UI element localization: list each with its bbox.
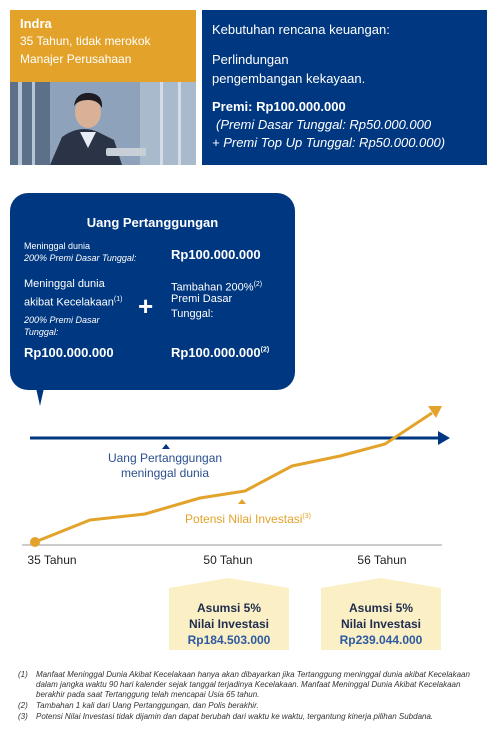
callout-50-amount: Rp184.503.000 [187,633,271,647]
premium-total: Premi: Rp100.000.000 [212,99,346,114]
header [10,10,487,165]
footnote-2: (2) Tambahan 1 kali dari Uang Pertanggungan, dan Polis berakhir. [18,701,259,710]
accident-amount: Rp100.000.000 [24,345,114,360]
accident-label-1: Meninggal dunia [24,278,105,290]
bubble-title: Uang Pertanggungan [86,215,219,230]
accident-note-1: 200% Premi Dasar [24,315,100,325]
footnotes [18,670,482,723]
investment-label-pointer [238,499,246,504]
tick-56: 56 Tahun [357,553,407,567]
accident-note-2: Tunggal: [24,327,59,337]
accident-label-2: akibat Kecelakaan$^{(1)}$ [24,296,123,309]
death-label-pointer [162,444,170,449]
premium-topup: + Premi Top Up Tunggal: Rp50.000.000) [212,135,446,150]
investment-start-point [30,537,40,547]
businessman-photo [10,82,196,165]
death-benefit-label: Uang Pertanggungan meninggal dunia [107,451,223,480]
footnote-3: (3) Potensi Nilai Investasi tidak dijamin dan dapat berubah dari waktu ke waktu, tergantung kinerja pilihan Subdana. [18,712,434,721]
death-label: Meninggal dunia [24,241,91,251]
profile-box [10,10,196,82]
death-note: 200% Premi Dasar Tunggal: [24,253,137,263]
chart-svg [0,400,499,570]
extra-amount: Rp100.000.000$^{(2)}$ [171,345,270,360]
needs-title: Kebutuhan rencana keuangan: [212,22,390,37]
footnote-1: (1) Manfaat Meninggal Dunia Akibat Kecelakaan hanya akan dibayarkan jika Tertanggung meninggal dunia akibat Kecelakaan dalam jangka waktu 90 hari kalender sejak tanggal terjadinya Kecelakaan. Manfaat Meninggal Dunia Akibat Kecelakaan berakhir pada saat Tertanggung telah mencapai Usia 65 tahun. [18,670,470,699]
plus-icon: + [138,291,154,321]
callout-56-line1: Asumsi 5% [348,601,414,615]
premium-single: (Premi Dasar Tunggal: Rp50.000.000 [216,117,432,132]
tick-35: 35 Tahun [27,553,77,567]
investment-arrow [428,406,442,418]
extra-label-1: Tambahan 200%$^{(2)}$ [171,281,263,294]
profile-name: Indra [20,16,52,31]
profile-age: 35 Tahun, tidak merokok [20,34,151,48]
tick-50: 50 Tahun [203,553,253,567]
extra-label-3: Tunggal: [171,308,214,320]
sum-assured-bubble [10,193,295,390]
callout-50-line1: Asumsi 5% [196,601,262,615]
profile-photo [10,82,196,165]
callout-50-line2: Nilai Investasi [188,617,270,631]
needs-protection: Perlindungan [212,52,289,67]
extra-label-2: Premi Dasar [171,293,233,305]
financial-needs-box [202,10,487,165]
death-benefit-arrow [438,431,450,445]
investment-label: Potensi Nilai Investasi$^{(3)}$ [185,512,311,526]
callout-50 [169,588,289,650]
needs-wealth: pengembangan kekayaan. [212,71,366,86]
callout-56-amount: Rp239.044.000 [339,633,423,647]
profile-job: Manajer Perusahaan [20,52,132,66]
death-amount: Rp100.000.000 [171,247,261,262]
callout-56-line2: Nilai Investasi [340,617,422,631]
callout-56 [321,588,441,650]
benefit-chart [0,400,499,570]
